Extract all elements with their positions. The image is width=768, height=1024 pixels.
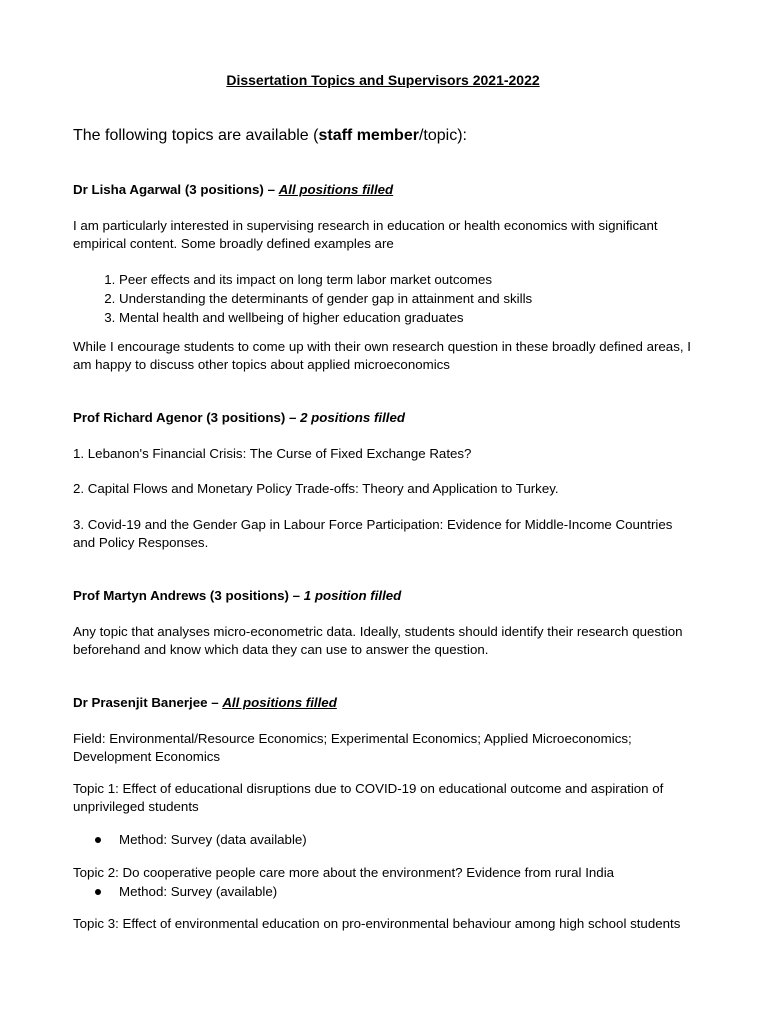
agarwal-intro-paragraph: I am particularly interested in supervising research in education or health economics with significant empirical content. Some broadly defined examples are: [73, 218, 658, 251]
page-title: Dissertation Topics and Supervisors 2021-2022: [226, 72, 540, 88]
supervisor-name: Dr Lisha Agarwal (3 positions): [73, 182, 264, 197]
list-item: Method: Survey (data available): [119, 831, 744, 849]
banerjee-topic-3: Topic 3: Effect of environmental education on pro-environmental behaviour among high school students: [73, 916, 681, 931]
agenor-topic-1: 1. Lebanon's Financial Crisis: The Curse of Fixed Exchange Rates?: [73, 446, 472, 461]
banerjee-topic-1: Topic 1: Effect of educational disruptions due to COVID-19 on educational outcome and aspiration of unprivileged students: [73, 781, 664, 814]
intro-after: /topic):: [418, 127, 467, 144]
supervisor-heading-andrews: [73, 587, 698, 605]
supervisor-heading-agenor: [73, 409, 698, 427]
position-status: All positions filled: [278, 182, 394, 197]
agenor-topic-3: 3. Covid-19 and the Gender Gap in Labour Force Participation: Evidence for Middle-Income Countries and Policy Responses.: [73, 517, 673, 550]
agenor-topic-2: 2. Capital Flows and Monetary Policy Trade-offs: Theory and Application to Turkey.: [73, 481, 559, 496]
list-item: 2. Understanding the determinants of gender gap in attainment and skills: [119, 290, 744, 309]
supervisor-name: Dr Prasenjit Banerjee: [73, 695, 208, 710]
supervisor-heading-agarwal: [73, 181, 698, 199]
supervisor-name: Prof Martyn Andrews (3 positions): [73, 588, 289, 603]
agarwal-topic-list: [73, 271, 744, 328]
supervisor-heading-banerjee: [73, 694, 698, 712]
banerjee-method-list-1: [73, 831, 744, 849]
intro-line: [73, 126, 467, 146]
list-item: 3. Mental health and wellbeing of higher education graduates: [119, 309, 744, 328]
position-status: 2 positions filled: [300, 410, 405, 425]
heading-dash: –: [207, 695, 223, 710]
heading-dash: –: [288, 588, 304, 603]
intro-bold: staff member: [318, 127, 419, 144]
banerjee-topic-2: Topic 2: Do cooperative people care more about the environment? Evidence from rural India: [73, 865, 615, 880]
intro-before: The following topics are available (: [73, 127, 319, 144]
banerjee-method-list-2: [73, 883, 744, 901]
list-item: Method: Survey (available): [119, 883, 744, 901]
agarwal-closing-paragraph: While I encourage students to come up with their own research question in these broadly defined areas, I am happy to discuss other topics about applied microeconomics: [73, 339, 691, 372]
supervisor-name: Prof Richard Agenor (3 positions): [73, 410, 286, 425]
banerjee-field: Field: Environmental/Resource Economics; Experimental Economics; Applied Microeconomics; Development Economics: [73, 731, 632, 764]
position-status: All positions filled: [222, 695, 337, 710]
andrews-paragraph: Any topic that analyses micro-econometric data. Ideally, students should identify their research question beforehand and know which data they can use to answer the question.: [73, 624, 683, 657]
heading-dash: –: [285, 410, 301, 425]
position-status: 1 position filled: [303, 588, 402, 603]
list-item: 1. Peer effects and its impact on long term labor market outcomes: [119, 271, 744, 290]
heading-dash: –: [263, 182, 279, 197]
